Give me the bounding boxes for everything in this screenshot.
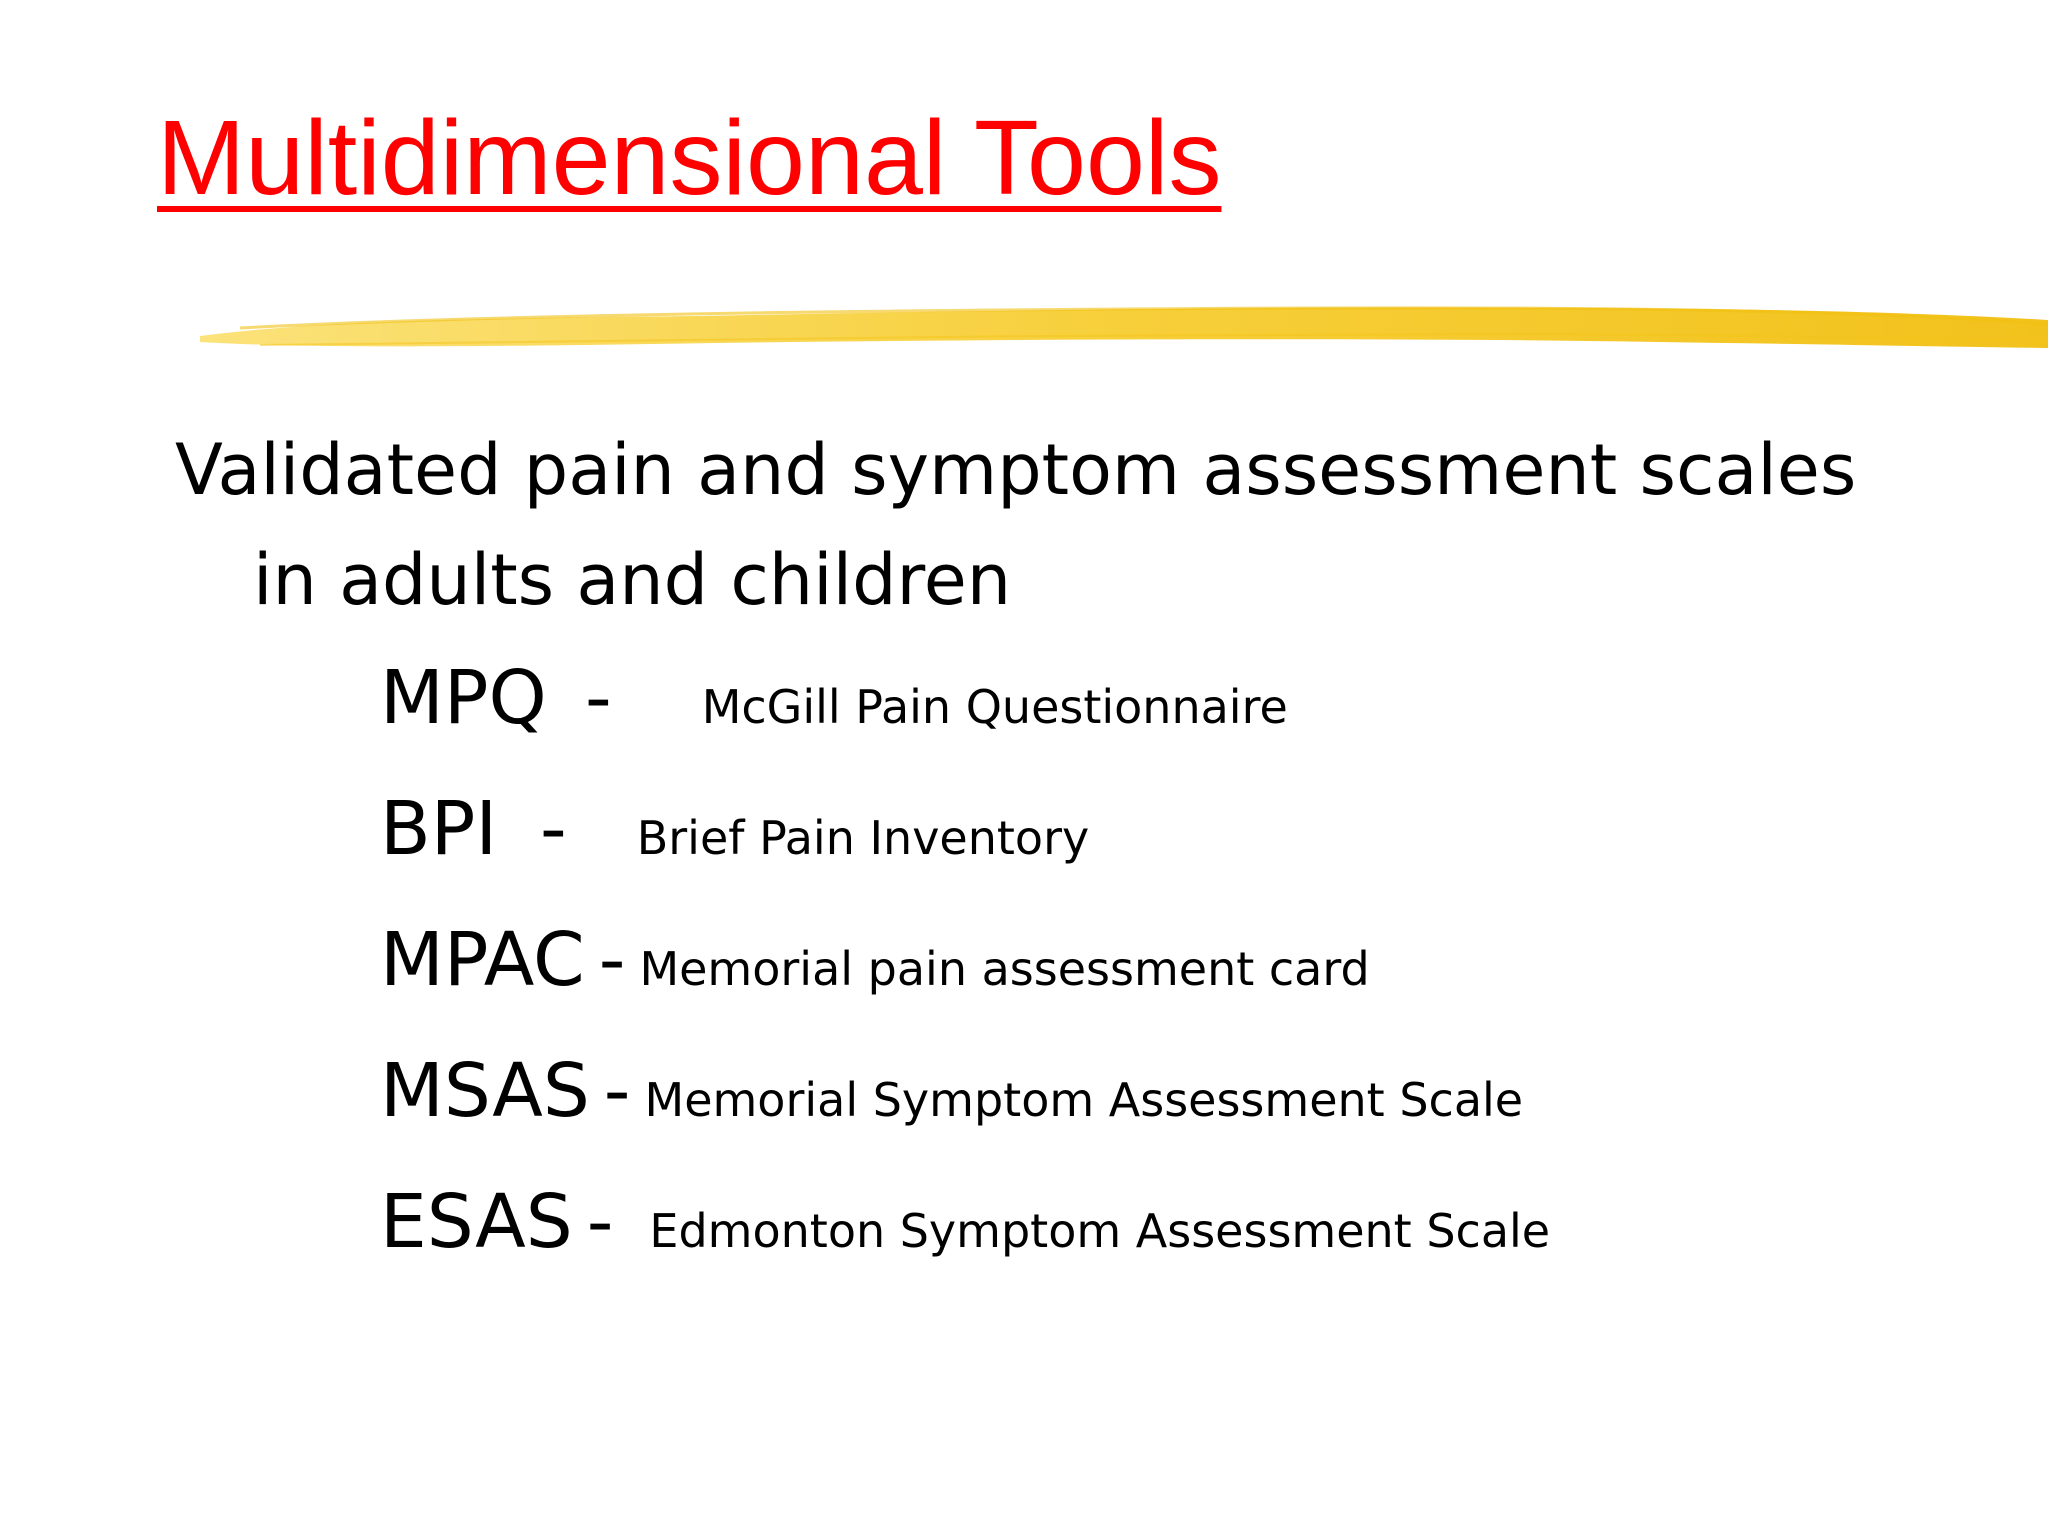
intro-line-2: in adults and children [253,539,1012,621]
tool-item-esas [380,1179,1550,1310]
slide-title: Multidimensional Tools [157,99,1222,217]
tool-abbreviation: MSAS [380,1048,590,1134]
tool-full-name: McGill Pain Questionnaire [701,680,1288,734]
tool-dash: - [585,655,612,741]
tool-abbreviation: ESAS [380,1179,573,1265]
tool-full-name: Edmonton Symptom Assessment Scale [649,1204,1551,1258]
highlighter-stroke [200,290,2048,370]
intro-line-1: Validated pain and symptom assessment scales [175,429,1857,511]
tool-dash: - [586,1179,614,1265]
tool-abbreviation: MPQ [380,655,547,741]
tool-item-mpac [380,917,1550,1048]
tool-item-mpq [380,655,1550,786]
tool-dash: - [540,786,567,872]
tool-dash: - [598,917,626,1003]
tool-abbreviation: BPI [380,786,498,872]
tool-dash: - [603,1048,631,1134]
tool-abbreviation: MPAC [380,917,585,1003]
tool-full-name: Memorial Symptom Assessment Scale [644,1073,1524,1127]
tool-item-bpi [380,786,1550,917]
intro-text [175,415,2013,635]
tool-full-name: Memorial pain assessment card [639,942,1370,996]
tool-full-name: Brief Pain Inventory [636,811,1090,865]
tool-list [380,655,1550,1310]
tool-item-msas [380,1048,1550,1179]
